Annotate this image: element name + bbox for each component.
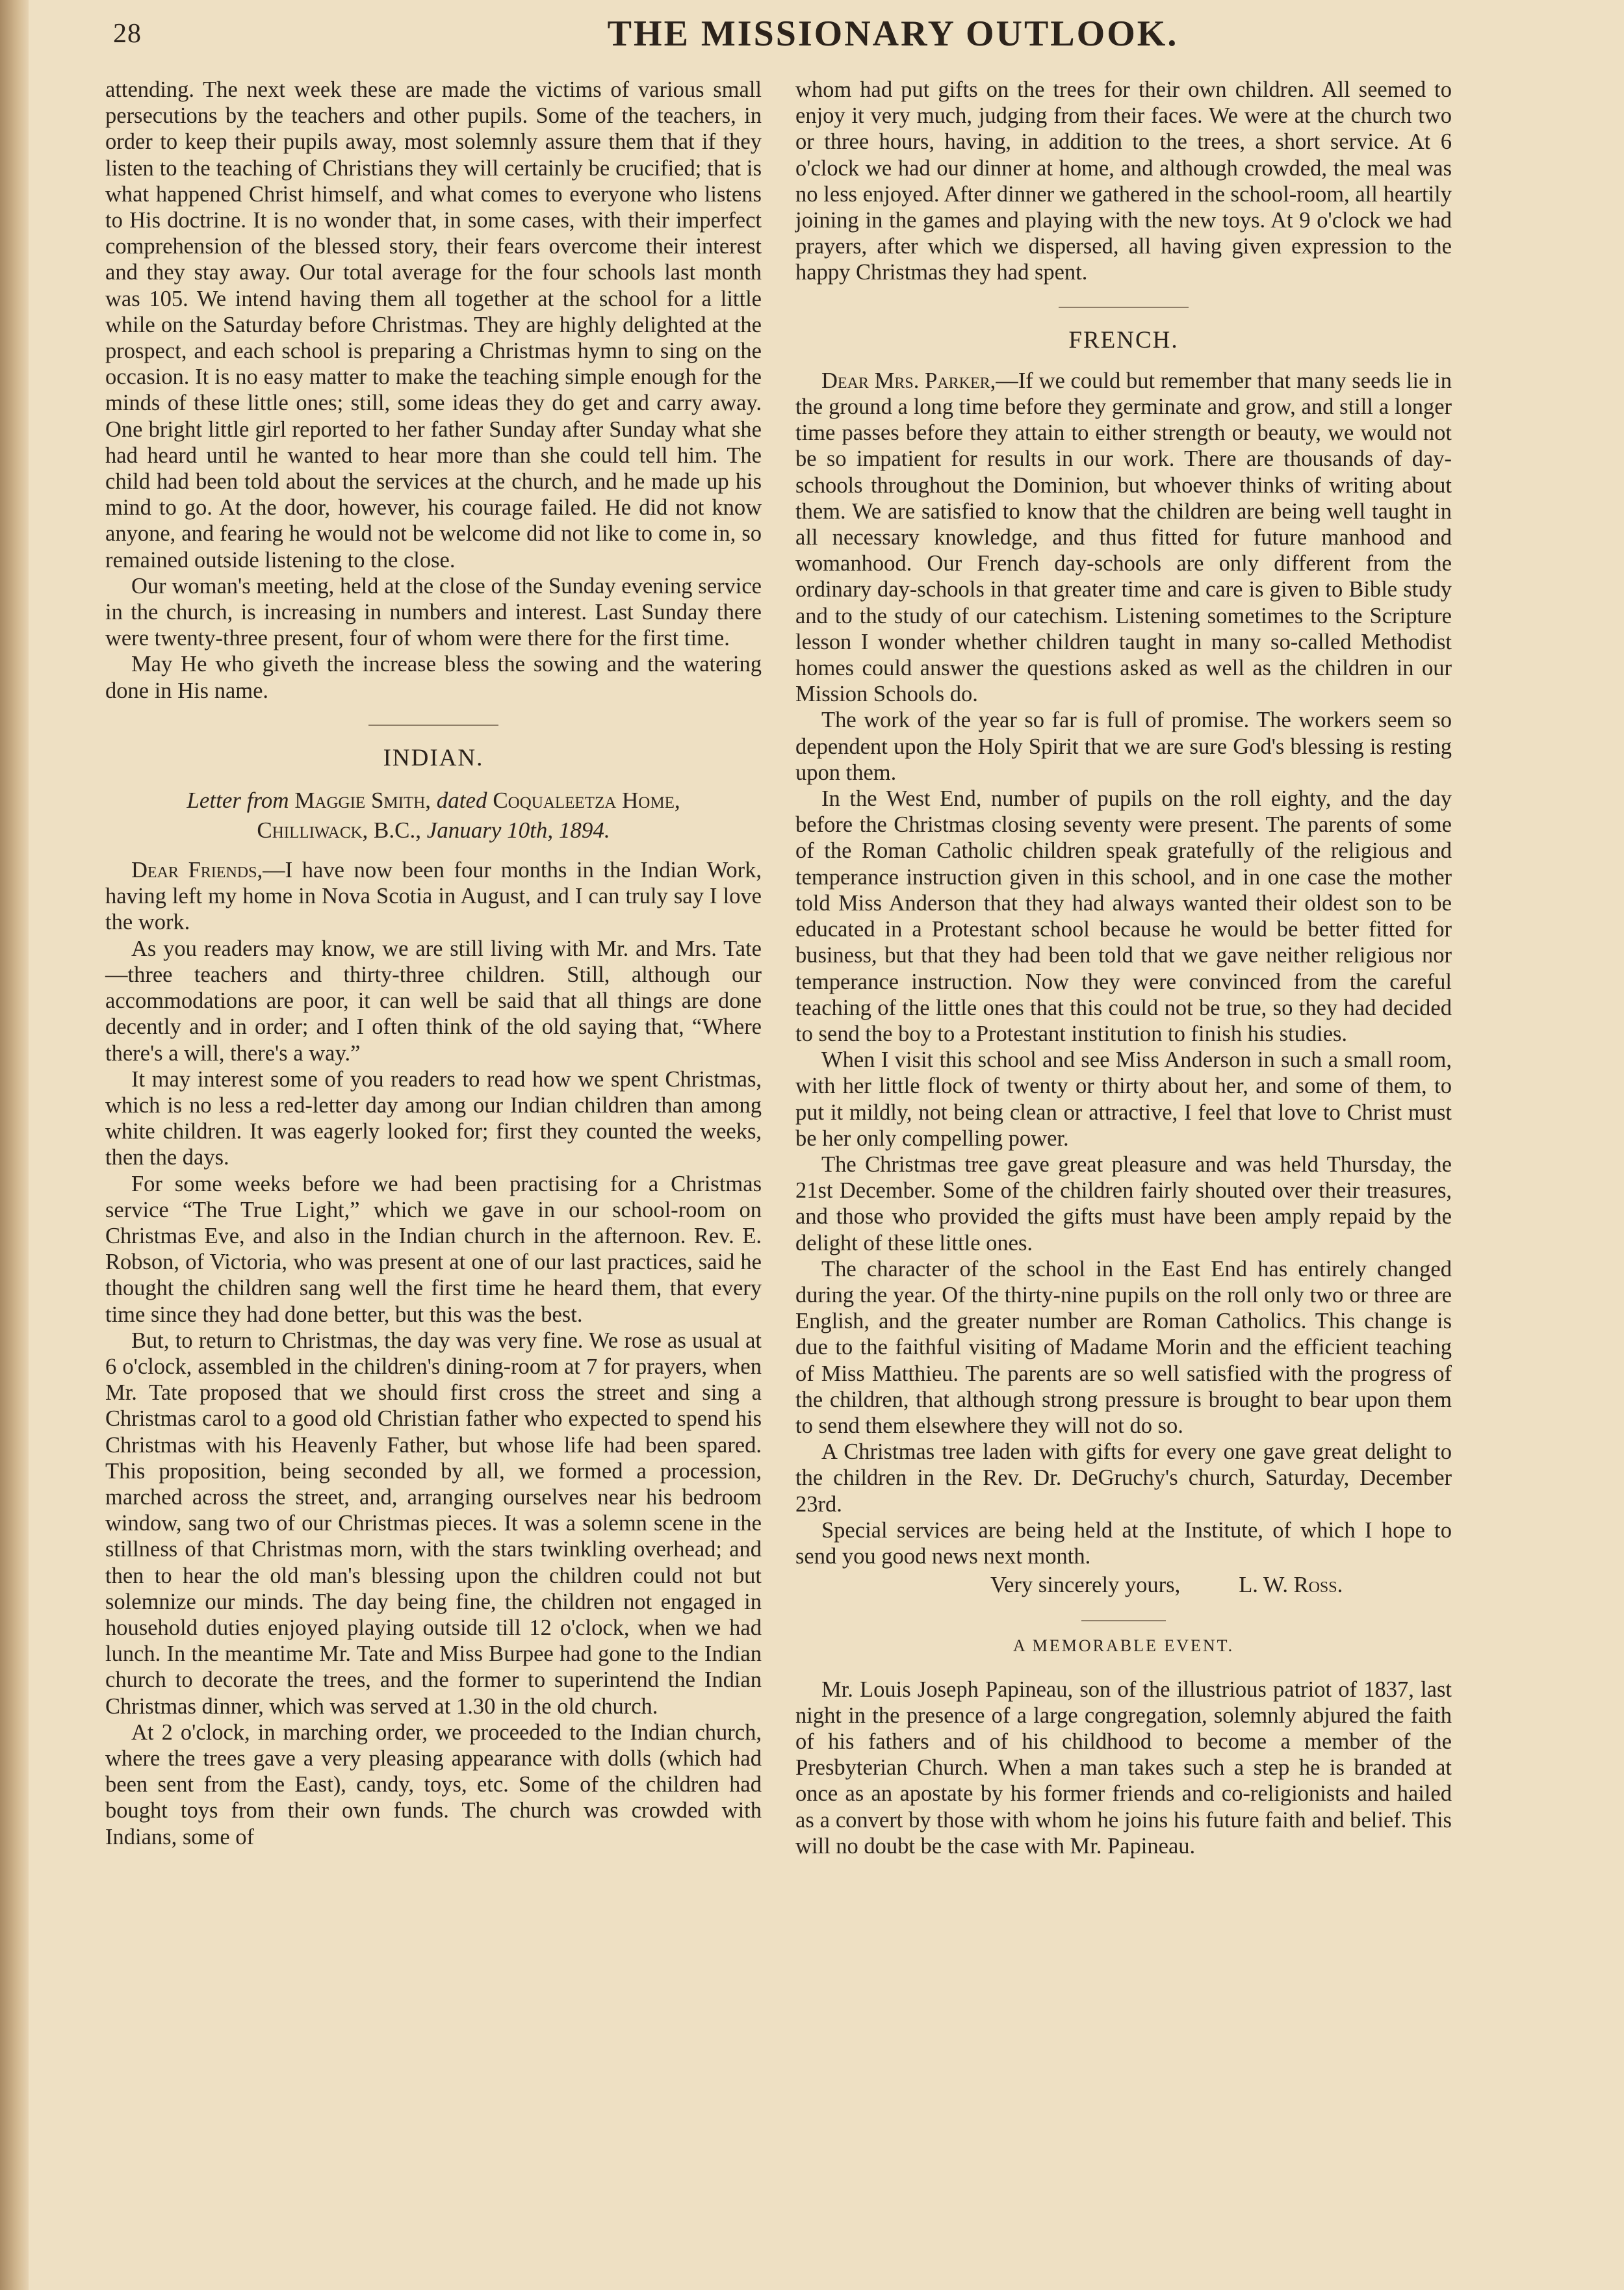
indian-section-heading: INDIAN.: [383, 744, 484, 771]
letter-opening-text: —If we could but remember that many seeds lie in the ground a long time before they germinate and grow, and still a longer time passes before they attain to either strength or beauty, we would not be so impatient for results in our work. There are thousands of day-schools throughout the Dominion, but whoever thinks of writing about them. We are satisfied to know that the children are being well taught in all necessary knowledge, and thus fitted for future manhood and womanhood. Our French day-schools are only different from the ordinary day-schools in that greater time and care is given to Bible study and to the study of our catechism. Listening sometimes to the Scripture lesson I wonder whether children taught in many so-called Methodist homes could answer the questions asked as well as the children in our Mission Schools do.: [795, 368, 1452, 707]
book-spine-shadow: [0, 0, 29, 2290]
magazine-title: THE MISSIONARY OUTLOOK.: [607, 14, 1179, 54]
letter-salutation: Dear Mrs. Parker,: [821, 368, 996, 393]
body-paragraph: Mr. Louis Joseph Papineau, son of the illustrious patriot of 1837, last night in the presence of a large congregation, solemnly abjured the faith of his fathers and of his childhood to become a member of the Presbyterian Church. When a man takes such a step he is branded at once as an apostate by his former friends and co-religionists and hailed as a convert by those with whom he joins his future faith and belief. This will no doubt be the case with Mr. Papineau.: [795, 1677, 1452, 1859]
running-head: [113, 12, 1595, 64]
letter-dated-label: dated: [436, 788, 487, 814]
section-divider: [1059, 307, 1189, 308]
letter-closing: Very sincerely yours,: [990, 1573, 1181, 1598]
body-paragraph: At 2 o'clock, in marching order, we proceeded to the Indian church, where the trees gave a very pleasing appearance with dolls (which had been sent from the East), candy, toys, etc. Some of the children had bought toys from their own funds. The church was crowded with Indians, some of: [105, 1719, 762, 1849]
right-column: [795, 77, 1452, 2247]
body-paragraph: The work of the year so far is full of promise. The workers seem so dependent upon the Holy Spirit that we are sure God's blessing is resting upon them.: [795, 708, 1452, 785]
body-paragraph: In the West End, number of pupils on the roll eighty, and the day before the Christmas closing seventy were present. The parents of some of the Roman Catholic children speak gratefully of the religious and temperance instruction given in this school, and in one case the mother told Miss Anderson that they had always wanted their oldest son to be educated in a Protestant school because he would be better fitted for business, but that they had been told that we gave neither religious nor temperance instruction. Now they were convinced from the careful teaching of the little ones that this could not be true, so they had decided to send the boy to a Protestant institution to finish his studies.: [795, 786, 1452, 1046]
body-paragraph: As you readers may know, we are still living with Mr. and Mrs. Tate—three teachers and thirty-three children. Still, although our accommodations are poor, it can well be said that all things are done decently and in order; and I often think of the old saying that, “Where there's a will, there's a way.”: [105, 936, 762, 1066]
body-paragraph: But, to return to Christmas, the day was very fine. We rose as usual at 6 o'clock, assembled in the children's dining-room at 7 for prayers, when Mr. Tate proposed that we should first cross the street and sing a Christmas carol to a good old Christian father who expected to spend his Christmas with his Heavenly Father, but whose life had been spared. This proposition, being seconded by all, we formed a procession, marched across the street, and, arranging ourselves near his bedroom window, sang two of our Christmas pieces. It was a solemn scene in the stillness of that Christmas morn, with the stars twinkling overhead; and then to hear the old man's blessing upon the children could not but solemnize our minds. The day being fine, the children not engaged in household duties enjoyed playing outside till 12 o'clock, when we had lunch. In the meantime Mr. Tate and Miss Burpee had gone to the Indian church to decorate the trees, and the former to superintend the Indian Christmas dinner, which was served at 1.30 in the old church.: [105, 1328, 762, 1719]
magazine-page: [29, 0, 1624, 2290]
left-column: [105, 77, 762, 2247]
letter-opening-paragraph: [105, 857, 762, 936]
continuation-paragraph: whom had put gifts on the trees for their own children. All seemed to enjoy it very much, judging from their faces. We were at the church two or three hours, having, in addition to the trees, a short service. At 6 o'clock we had our dinner at home, and although crowded, the meal was no less enjoyed. After dinner we gathered in the school-room, all heartily joining in the games and playing with the new toys. At 9 o'clock we had prayers, after which we dispersed, all having given expression to the happy Christmas they had spent.: [795, 77, 1452, 285]
memorable-event-heading: A MEMORABLE EVENT.: [1012, 1636, 1235, 1656]
continuation-paragraph: attending. The next week these are made the victims of various small persecutions by the teachers and other pupils. Some of the teachers, in order to keep their pupils away, most solemnly assure them that if they listen to the teaching of Christians they will certainly be crucified; that is what happened Christ himself, and what comes to everyone who listens to His doctrine. It is no wonder that, in some cases, with their imperfect comprehension of the blessed story, their fears overcome their interest and they stay away. Our total average for the four schools last month was 105. We intend having them all together at the school for a little while on the Saturday before Christmas. They are highly delighted at the prospect, and each school is preparing a Christmas hymn to sing on the occasion. It is no easy matter to make the teaching simple enough for the minds of these little ones; still, some ideas they do get and carry away. One bright little girl reported to her father Sunday after Sunday what she had heard until he wanted to hear more than she could tell him. The child had been told about the services at the church, and he made up his mind to go. At the door, however, his courage failed. He did not know anyone, and fearing he would not be welcome did not like to come in, so remained outside listening to the close.: [105, 77, 762, 572]
body-paragraph: Our woman's meeting, held at the close of the Sunday evening service in the church, is increasing in numbers and interest. Last Sunday there were twenty-three present, four of whom were there for the first time.: [105, 573, 762, 651]
letter-heading-line-2: [105, 816, 762, 845]
section-divider: [368, 725, 498, 726]
section-divider: [1081, 1620, 1166, 1621]
body-paragraph: Special services are being held at the Institute, of which I hope to send you good news next month.: [795, 1517, 1452, 1569]
body-paragraph: May He who giveth the increase bless the sowing and the watering done in His name.: [105, 652, 762, 703]
letter-date: January 10th, 1894.: [426, 817, 610, 843]
body-paragraph: For some weeks before we had been practising for a Christmas service “The True Light,” which we gave in our school-room on Christmas Eve, and also in the Indian church in the afternoon. Rev. E. Robson, of Victoria, who was present at one of our last practices, said he thought the children sang well the first time he heard them, that every time since they had done better, but this was the best.: [105, 1171, 762, 1327]
letter-opening-paragraph: [795, 368, 1452, 708]
letter-from-label: Letter from: [187, 788, 289, 814]
letter-town: Chilliwack, B.C.,: [257, 817, 421, 843]
letter-opening-text: —I have now been four months in the Indian Work, having left my home in Nova Scotia in August, and I can truly say I love the work.: [105, 858, 762, 935]
letter-salutation: Dear Friends,: [131, 858, 263, 883]
letter-author: Maggie Smith,: [294, 788, 432, 814]
body-paragraph: The Christmas tree gave great pleasure and was held Thursday, the 21st December. Some of the children fairly shouted over their treasures, and those who provided the gifts must have been amply repaid by the delight of these little ones.: [795, 1151, 1452, 1255]
body-paragraph: It may interest some of you readers to read how we spent Christmas, which is no less a red-letter day among our Indian children than among white children. It was eagerly looked for; first they counted the weeks, then the days.: [105, 1066, 762, 1170]
letter-heading: [105, 786, 762, 845]
body-paragraph: The character of the school in the East End has entirely changed during the year. Of the thirty-nine pupils on the roll only two or three are English, and the greater number are Roman Catholics. This change is due to the faithful visiting of Madame Morin and the efficient teaching of Miss Matthieu. The parents are so well satisfied with the progress of the children, that although strong pressure is brought to bear upon them to send them elsewhere they will not do so.: [795, 1256, 1452, 1438]
french-section-heading: FRENCH.: [1068, 326, 1179, 354]
page-number: 28: [113, 19, 142, 49]
letter-signoff: [795, 1572, 1452, 1598]
body-paragraph: When I visit this school and see Miss Anderson in such a small room, with her little flock of twenty or thirty about her, and some of them, to put it mildly, not being clean or attractive, I feel that love to Christ must be her only compelling power.: [795, 1048, 1452, 1151]
letter-heading-line-1: [105, 786, 762, 816]
letter-signature: L. W. Ross.: [1239, 1573, 1343, 1598]
body-paragraph: A Christmas tree laden with gifts for every one gave great delight to the children in the Rev. Dr. DeGruchy's church, Saturday, December 23rd.: [795, 1439, 1452, 1517]
letter-place: Coqualeetza Home,: [493, 788, 680, 814]
